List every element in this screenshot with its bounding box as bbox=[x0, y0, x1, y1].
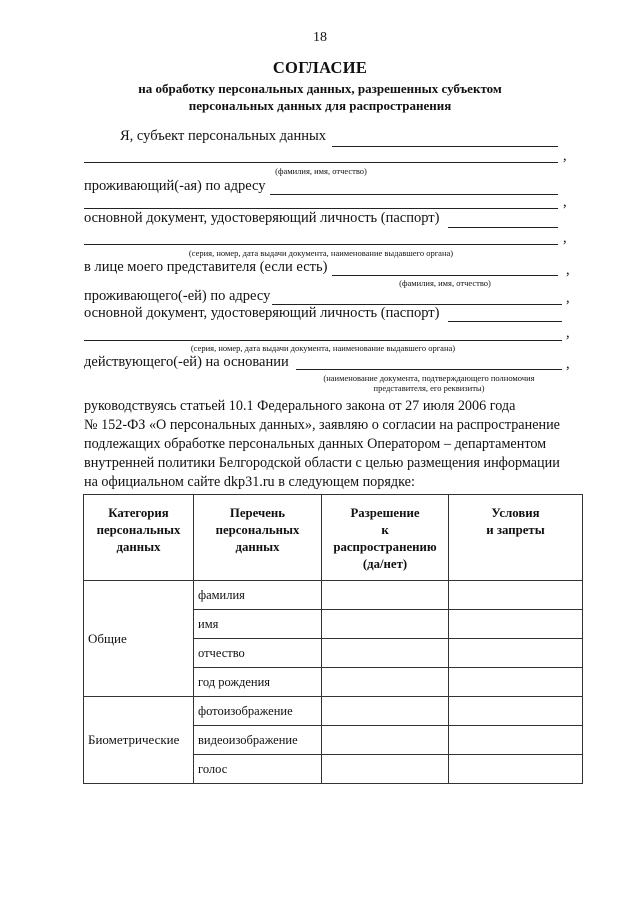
conditions-cell[interactable] bbox=[449, 668, 583, 697]
permission-cell[interactable] bbox=[322, 610, 449, 639]
hint-full-name-representative: (фамилия, имя, отчество) bbox=[399, 278, 491, 288]
paragraph-line-5: на официальном сайте dkp31.ru в следующем порядке: bbox=[84, 474, 415, 490]
header-category: Категория персональных данных bbox=[84, 495, 194, 581]
document-title: СОГЛАСИЕ bbox=[272, 58, 368, 77]
data-item-cell: отчество bbox=[194, 639, 322, 668]
permission-cell[interactable] bbox=[322, 726, 449, 755]
conditions-cell[interactable] bbox=[449, 755, 583, 784]
comma: , bbox=[566, 290, 570, 306]
representative-document-label: основной документ, удостоверяющий личность (паспорт) bbox=[84, 305, 440, 321]
table-header-row bbox=[84, 495, 583, 581]
paragraph-line-4: внутренней политики Белгородской области с целью размещения информации bbox=[84, 455, 560, 471]
document-subtitle-line-1: на обработку персональных данных, разрешенных субъектом bbox=[138, 81, 502, 96]
comma: , bbox=[563, 148, 567, 164]
permission-cell[interactable] bbox=[322, 581, 449, 610]
subject-name-field[interactable] bbox=[332, 146, 558, 147]
data-item-cell: фамилия bbox=[194, 581, 322, 610]
hint-passport-details-representative: (серия, номер, дата выдачи документа, наименование выдавшего органа) bbox=[190, 343, 456, 353]
paragraph-line-3: подлежащих обработке персональных данных Оператором – департаментом bbox=[84, 436, 547, 452]
comma: , bbox=[566, 356, 570, 372]
data-item-cell: имя bbox=[194, 610, 322, 639]
representative-name-field[interactable] bbox=[332, 275, 558, 276]
paragraph-line-2: № 152-ФЗ «О персональных данных», заявляю о согласии на распространение bbox=[84, 417, 560, 433]
document-field-continued[interactable] bbox=[84, 244, 558, 245]
subject-label: Я, субъект персональных данных bbox=[120, 128, 326, 144]
subject-name-field-continued[interactable] bbox=[84, 162, 558, 163]
table-row bbox=[84, 581, 583, 610]
header-list: Перечень персональных данных bbox=[194, 495, 322, 581]
document-label: основной документ, удостоверяющий личность (паспорт) bbox=[84, 210, 440, 226]
basis-label: действующего(-ей) на основании bbox=[84, 354, 289, 370]
comma: , bbox=[563, 230, 567, 246]
page-number: 18 bbox=[313, 30, 327, 45]
address-field-continued[interactable] bbox=[84, 208, 558, 209]
comma: , bbox=[563, 194, 567, 210]
representative-address-label: проживающего(-ей) по адресу bbox=[84, 288, 271, 304]
representative-document-field[interactable] bbox=[448, 321, 562, 322]
header-permission: Разрешение к распространению (да/нет) bbox=[322, 495, 449, 581]
hint-passport-details: (серия, номер, дата выдачи документа, наименование выдавшего органа) bbox=[188, 248, 454, 258]
personal-data-table bbox=[83, 494, 583, 784]
comma: , bbox=[566, 262, 570, 278]
permission-cell[interactable] bbox=[322, 668, 449, 697]
representative-document-field-continued[interactable] bbox=[84, 340, 562, 341]
comma: , bbox=[566, 325, 570, 341]
hint-basis-line-1: (наименование документа, подтверждающего полномочия bbox=[323, 373, 535, 383]
header-conditions: Условия и запреты bbox=[449, 495, 583, 581]
hint-basis-line-2: представителя, его реквизиты) bbox=[373, 383, 485, 393]
conditions-cell[interactable] bbox=[449, 581, 583, 610]
category-cell: Биометрические bbox=[84, 697, 194, 784]
permission-cell[interactable] bbox=[322, 755, 449, 784]
category-cell: Общие bbox=[84, 581, 194, 697]
address-label: проживающий(-ая) по адресу bbox=[84, 178, 266, 194]
conditions-cell[interactable] bbox=[449, 697, 583, 726]
conditions-cell[interactable] bbox=[449, 639, 583, 668]
permission-cell[interactable] bbox=[322, 697, 449, 726]
document-subtitle-line-2: персональных данных для распространения bbox=[188, 98, 452, 113]
data-item-cell: голос bbox=[194, 755, 322, 784]
table-row bbox=[84, 697, 583, 726]
conditions-cell[interactable] bbox=[449, 610, 583, 639]
hint-full-name: (фамилия, имя, отчество) bbox=[275, 166, 367, 176]
basis-field[interactable] bbox=[296, 369, 562, 370]
representative-label: в лице моего представителя (если есть) bbox=[84, 259, 328, 275]
data-item-cell: видеоизображение bbox=[194, 726, 322, 755]
data-item-cell: фотоизображение bbox=[194, 697, 322, 726]
data-item-cell: год рождения bbox=[194, 668, 322, 697]
conditions-cell[interactable] bbox=[449, 726, 583, 755]
address-field[interactable] bbox=[270, 194, 558, 195]
document-field[interactable] bbox=[448, 227, 558, 228]
paragraph-line-1: руководствуясь статьей 10.1 Федерального закона от 27 июля 2006 года bbox=[84, 398, 516, 414]
permission-cell[interactable] bbox=[322, 639, 449, 668]
